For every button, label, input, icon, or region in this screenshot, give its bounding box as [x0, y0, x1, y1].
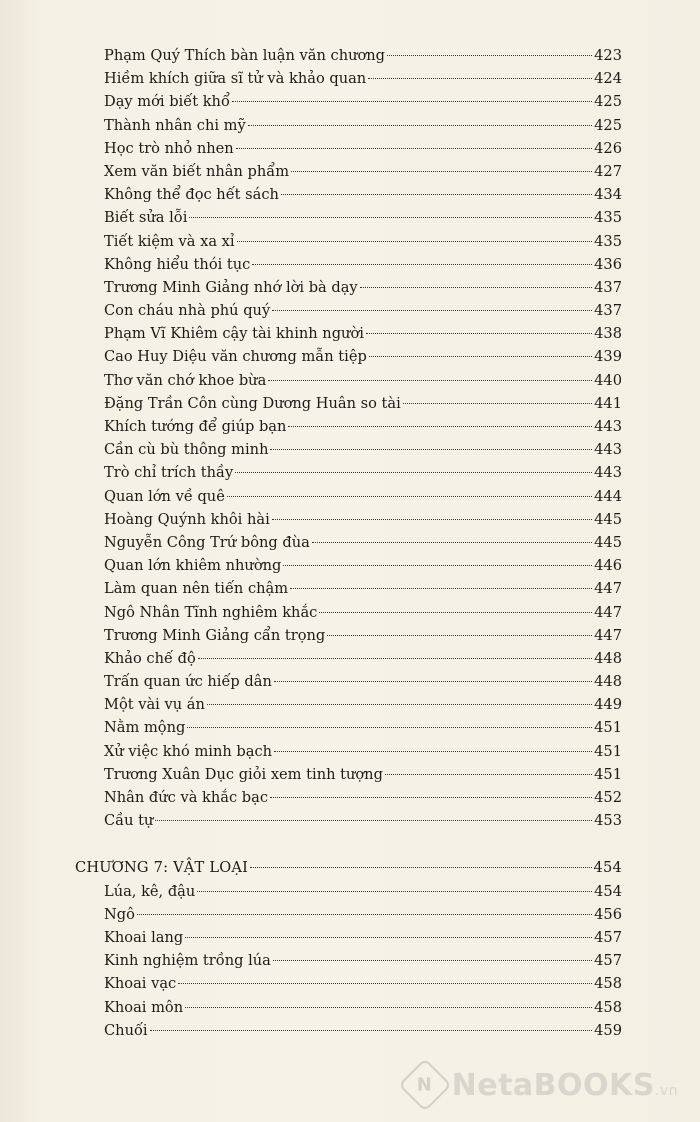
- toc-entry: [75, 1019, 622, 1042]
- entry-page: 447: [594, 603, 622, 621]
- entry-title: Làm quan nên tiến chậm: [104, 580, 289, 598]
- dot-leader: [178, 983, 592, 984]
- entry-page: 454: [594, 882, 622, 900]
- toc-entry: [75, 230, 622, 253]
- toc-entry: [75, 809, 622, 832]
- toc-entry: [75, 438, 622, 461]
- entry-page: 436: [594, 255, 622, 273]
- toc-entry: [75, 996, 622, 1019]
- toc-entry: [75, 949, 622, 972]
- section-gap: [75, 832, 622, 856]
- entry-title: Khoai lang: [104, 928, 184, 946]
- dot-leader: [327, 635, 592, 636]
- dot-leader: [189, 217, 592, 218]
- entry-title: Quan lớn khiêm nhường: [104, 557, 282, 575]
- toc-entry: [75, 903, 622, 926]
- entry-title: Khảo chế độ: [104, 649, 196, 667]
- dot-leader: [291, 171, 592, 172]
- dot-leader: [237, 241, 593, 242]
- entry-page: 446: [594, 557, 622, 575]
- entry-page: 441: [594, 394, 622, 412]
- dot-leader: [268, 380, 592, 381]
- toc-entry: [75, 183, 622, 206]
- dot-leader: [283, 565, 592, 566]
- entry-title: Một vài vụ án: [104, 696, 205, 714]
- entry-page: 444: [594, 487, 622, 505]
- toc-entry: [75, 461, 622, 484]
- toc-entry: [75, 786, 622, 809]
- toc-entry: [75, 415, 622, 438]
- toc-entry: [75, 880, 622, 903]
- dot-leader: [288, 426, 592, 427]
- entry-page: 443: [594, 441, 622, 459]
- toc-entry: [75, 693, 622, 716]
- toc-entry: [75, 345, 622, 368]
- entry-page: 443: [594, 418, 622, 435]
- toc-entry: [75, 740, 622, 763]
- entry-page: 440: [594, 371, 622, 389]
- dot-leader: [319, 612, 592, 613]
- entry-title: Khoai môn: [104, 998, 184, 1016]
- dot-leader: [198, 658, 592, 659]
- entry-page: 445: [594, 533, 622, 551]
- toc-entry: [75, 90, 622, 113]
- toc-entry: [75, 253, 622, 276]
- dot-leader: [273, 960, 592, 961]
- entry-title: Trò chỉ trích thầy: [104, 464, 234, 482]
- entry-page: 458: [594, 975, 622, 993]
- dot-leader: [248, 125, 592, 126]
- dot-leader: [236, 148, 592, 149]
- entry-title: Cao Huy Diệu văn chương mẫn tiệp: [104, 348, 367, 366]
- entry-page: 448: [594, 673, 622, 691]
- entry-title: Không hiểu thói tục: [104, 255, 251, 273]
- entry-page: 452: [594, 789, 622, 806]
- toc-section-after: [75, 880, 622, 1042]
- entry-title: Tiết kiệm và xa xỉ: [104, 232, 235, 250]
- dot-leader: [137, 914, 592, 915]
- entry-title: Hiềm khích giữa sĩ tử và khảo quan: [104, 70, 367, 88]
- entry-title: Xử việc khó minh bạch: [104, 742, 273, 760]
- toc-entry: [75, 508, 622, 531]
- entry-title: Đặng Trần Côn cùng Dương Huân so tài: [104, 394, 401, 412]
- entry-page: 445: [594, 510, 622, 528]
- entry-title: Thơ văn chớ khoe bừa: [104, 371, 267, 389]
- toc-entry: [75, 392, 622, 415]
- toc-entry: [75, 114, 622, 137]
- dot-leader: [272, 310, 592, 311]
- entry-title: Lúa, kê, đậu: [104, 882, 196, 900]
- entry-title: Biết sửa lỗi: [104, 209, 188, 227]
- entry-title: Ngô Nhân Tĩnh nghiêm khắc: [104, 603, 318, 621]
- entry-title: Kinh nghiệm trồng lúa: [104, 952, 271, 970]
- entry-page: 437: [594, 278, 622, 296]
- toc-entry: [75, 137, 622, 160]
- dot-leader: [232, 101, 592, 102]
- dot-leader: [385, 774, 592, 775]
- entry-page: 451: [594, 742, 622, 760]
- dot-leader: [252, 264, 592, 265]
- entry-title: Thành nhân chi mỹ: [104, 116, 246, 134]
- dot-leader: [368, 78, 592, 79]
- entry-title: Nhân đức và khắc bạc: [104, 789, 269, 806]
- entry-title: Trấn quan ức hiếp dân: [104, 673, 272, 691]
- dot-leader: [366, 333, 592, 334]
- entry-title: Học trò nhỏ nhen: [104, 139, 234, 157]
- dot-leader: [250, 867, 591, 868]
- toc-entry: [75, 577, 622, 600]
- toc-section-before: [75, 44, 622, 832]
- entry-title: Trương Xuân Dục giỏi xem tinh tượng: [104, 765, 383, 783]
- entry-title: Trương Minh Giảng cẩn trọng: [104, 626, 326, 644]
- toc-entry: [75, 972, 622, 995]
- dot-leader: [227, 496, 592, 497]
- entry-title: Không thể đọc hết sách: [104, 186, 279, 204]
- dot-leader: [155, 820, 592, 821]
- entry-title: Chuối: [104, 1021, 148, 1039]
- dot-leader: [150, 1030, 593, 1031]
- toc-entry: [75, 601, 622, 624]
- toc-entry: [75, 624, 622, 647]
- entry-title: Con cháu nhà phú quý: [104, 302, 271, 320]
- dot-leader: [185, 937, 592, 938]
- entry-page: 453: [594, 812, 622, 830]
- entry-page: 443: [594, 464, 622, 482]
- chapter-title: CHƯƠNG 7: VẬT LOẠI: [75, 859, 249, 877]
- dot-leader: [207, 704, 592, 705]
- toc-entry: [75, 485, 622, 508]
- toc-entry: [75, 926, 622, 949]
- dot-leader: [185, 1007, 592, 1008]
- dot-leader: [197, 891, 592, 892]
- entry-page: 435: [594, 209, 622, 227]
- watermark: [406, 1066, 678, 1104]
- entry-page: 449: [594, 696, 622, 714]
- toc-entry: [75, 44, 622, 67]
- toc-entry: [75, 276, 622, 299]
- entry-page: 424: [594, 70, 622, 88]
- dot-leader: [272, 519, 592, 520]
- entry-page: 459: [594, 1021, 622, 1039]
- chapter-page: 454: [593, 859, 622, 877]
- entry-title: Khoai vạc: [104, 975, 177, 993]
- entry-page: 439: [594, 348, 622, 366]
- toc-entry: [75, 160, 622, 183]
- entry-title: Ngô: [104, 905, 135, 923]
- entry-page: 457: [594, 928, 622, 946]
- entry-page: 451: [594, 719, 622, 737]
- dot-leader: [360, 287, 592, 288]
- entry-page: 434: [594, 186, 622, 204]
- dot-leader: [270, 449, 592, 450]
- dot-leader: [274, 681, 592, 682]
- toc-entry: [75, 67, 622, 90]
- entry-page: 425: [594, 93, 622, 111]
- entry-page: 456: [594, 905, 622, 923]
- entry-title: Phạm Quý Thích bàn luận văn chương: [104, 47, 386, 64]
- entry-title: Nằm mộng: [104, 719, 186, 737]
- entry-title: Quan lớn về quê: [104, 487, 225, 505]
- toc-entry: [75, 369, 622, 392]
- watermark-suffix: .vn: [654, 1082, 678, 1099]
- watermark-brand: NetaBOOKS: [451, 1067, 655, 1103]
- entry-page: 426: [594, 139, 622, 157]
- chapter-heading: [75, 856, 622, 879]
- entry-page: 451: [594, 765, 622, 783]
- toc-entry: [75, 647, 622, 670]
- dot-leader: [187, 727, 592, 728]
- entry-page: 437: [594, 302, 622, 320]
- entry-title: Trương Minh Giảng nhớ lời bà dạy: [104, 278, 358, 296]
- entry-title: Khích tướng để giúp bạn: [104, 418, 287, 435]
- entry-page: 457: [594, 952, 622, 970]
- toc-entry: [75, 206, 622, 229]
- dot-leader: [369, 356, 592, 357]
- entry-page: 425: [594, 116, 622, 134]
- toc-entry: [75, 716, 622, 739]
- dot-leader: [270, 797, 592, 798]
- dot-leader: [403, 403, 592, 404]
- toc-entry: [75, 670, 622, 693]
- toc-entry: [75, 763, 622, 786]
- entry-page: 435: [594, 232, 622, 250]
- toc-entry: [75, 554, 622, 577]
- toc-entry: [75, 531, 622, 554]
- dot-leader: [281, 194, 592, 195]
- entry-title: Hoàng Quýnh khôi hài: [104, 510, 270, 528]
- dot-leader: [235, 472, 592, 473]
- entry-page: 427: [594, 162, 622, 180]
- entry-title: Cầu tự: [104, 812, 154, 830]
- entry-title: Phạm Vĩ Khiêm cậy tài khinh người: [104, 325, 364, 343]
- entry-page: 438: [594, 325, 622, 343]
- entry-page: 423: [594, 47, 622, 64]
- entry-title: Cần cù bù thông minh: [104, 441, 269, 459]
- dot-leader: [274, 751, 592, 752]
- entry-page: 447: [594, 580, 622, 598]
- dot-leader: [290, 588, 592, 589]
- entry-page: 458: [594, 998, 622, 1016]
- entry-title: Nguyễn Công Trứ bông đùa: [104, 533, 310, 551]
- toc-entry: [75, 322, 622, 345]
- neta-n-logo-icon: N: [398, 1058, 452, 1112]
- entry-title: Xem văn biết nhân phẩm: [104, 162, 290, 180]
- entry-page: 447: [594, 626, 622, 644]
- entry-title: Dạy mới biết khổ: [104, 93, 230, 111]
- table-of-contents: [75, 44, 622, 1042]
- dot-leader: [312, 542, 592, 543]
- toc-entry: [75, 299, 622, 322]
- entry-page: 448: [594, 649, 622, 667]
- dot-leader: [387, 55, 592, 56]
